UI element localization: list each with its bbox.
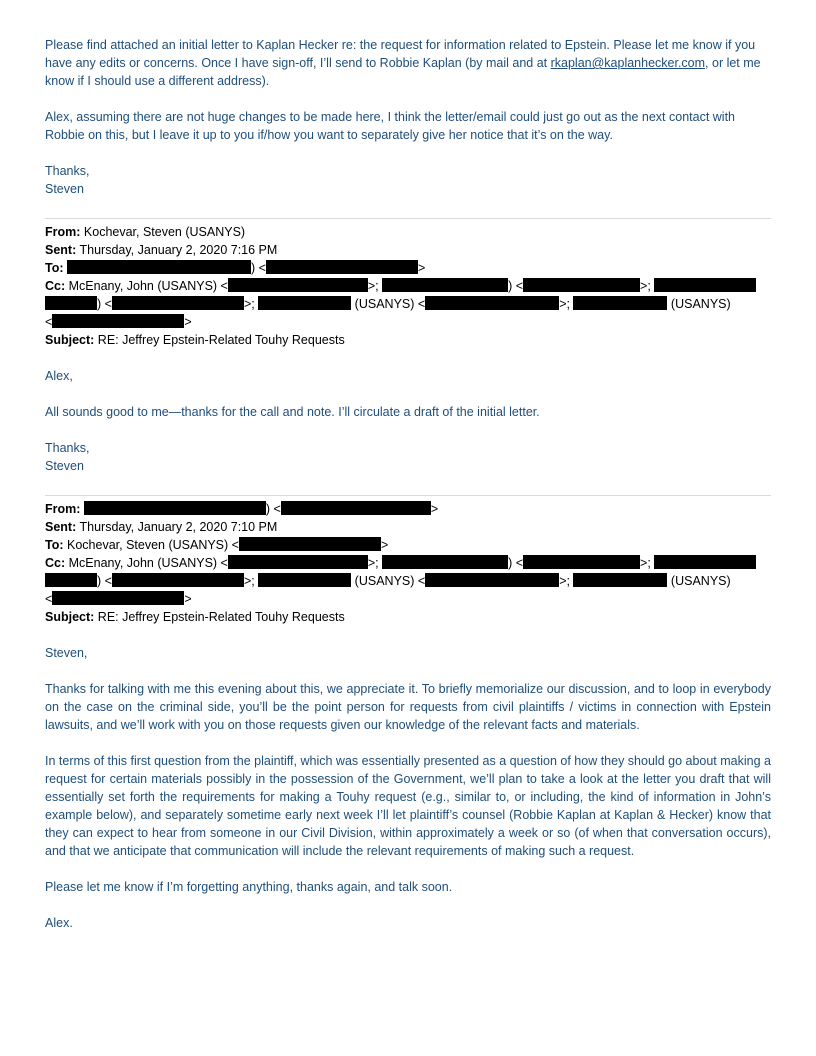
redaction: [523, 278, 640, 292]
email2-header: [45, 500, 771, 626]
redaction: [52, 314, 184, 328]
sent-value: Thursday, January 2, 2020 7:10 PM: [79, 520, 278, 534]
email2-paragraph-3: Please let me know if I’m forgetting anything, thanks again, and talk soon.: [45, 880, 453, 894]
top-closing: Thanks,: [45, 164, 90, 178]
email1-to: To: ) < >: [45, 261, 426, 275]
email1-sent: [45, 241, 771, 259]
redaction: [573, 296, 667, 310]
top-paragraph-1-text: Please find attached an initial letter to Kaplan Hecker re: the request for information related to Epstein. Please let me know if you have any edits or concerns. Once I have sign-off, I’ll send to Robbie Kaplan (by mail and at: [45, 38, 756, 70]
email-link[interactable]: rkaplan@kaplanhecker.com: [550, 56, 706, 70]
top-signature: Steven: [45, 182, 84, 196]
email2-signature: Alex.: [45, 916, 73, 930]
redaction: [382, 278, 508, 292]
redaction: [45, 296, 97, 310]
subject-value: RE: Jeffrey Epstein-Related Touhy Requests: [97, 610, 345, 624]
email1-cc-cont2: < >: [45, 315, 192, 329]
separator-1: [45, 218, 771, 219]
redaction: [266, 260, 418, 274]
email1-subject: [45, 331, 771, 349]
redaction: [654, 278, 756, 292]
email2-sent: [45, 518, 771, 536]
from-value: Kochevar, Steven (USANYS): [83, 225, 246, 239]
redaction: [45, 573, 97, 587]
email2-from: From: ) < >: [45, 502, 439, 516]
cc-label: Cc:: [45, 556, 66, 570]
redaction: [425, 573, 559, 587]
redaction: [425, 296, 559, 310]
redaction: [523, 555, 640, 569]
redaction: [654, 555, 756, 569]
subject-label: Subject:: [45, 610, 95, 624]
redaction: [228, 555, 368, 569]
redaction: [281, 501, 431, 515]
top-paragraph-1: [45, 36, 771, 90]
redaction: [258, 296, 351, 310]
email2-to: To: Kochevar, Steven (USANYS) < >: [45, 538, 389, 552]
redaction: [239, 537, 381, 551]
email2-greeting: Steven,: [45, 646, 88, 660]
email2-paragraph-1: Thanks for talking with me this evening about this, we appreciate it. To briefly memorialize our discussion, and to loop in everybody on the case on the criminal side, you’ll be the point person for requests from civil plaintiffs / victims in connection with Epstein lawsuits, and we’ll work with you on those requests given our knowledge of the relevant facts and materials.: [45, 682, 771, 732]
sent-value: Thursday, January 2, 2020 7:16 PM: [79, 243, 278, 257]
email1-header: [45, 223, 771, 349]
redaction: [112, 296, 244, 310]
from-label: From:: [45, 225, 81, 239]
redaction: [112, 573, 244, 587]
redaction: [573, 573, 667, 587]
redaction: [258, 573, 351, 587]
email2-paragraph-2: In terms of this first question from the plaintiff, which was essentially presented as a question of how they should go about making a request for certain materials possibly in the possession of the Government, we’ll plan to take a look at the letter you draft that will essentially set forth the requirements for making a Touhy request (e.g., similar to, or including, the kind of information in John’s example below), and separately sometime early next week I’ll let plaintiff’s counsel (Robbie Kaplan at Kaplan & Hecker) know that they can expect to hear from someone in our Civil Division, within approximately a week or so (of when that conversation occurs), and that we anticipate that communication will include the relevant requirements of making such a request.: [45, 754, 771, 858]
email1-cc: Cc: McEnany, John (USANYS) < >; ) < >;: [45, 277, 771, 295]
top-paragraph-1-text-end: , or let me know if I should use a different address).: [45, 56, 761, 88]
redaction: [52, 591, 184, 605]
redaction: [67, 260, 251, 274]
redaction: [84, 501, 266, 515]
redaction: [228, 278, 368, 292]
email1-from: [45, 223, 771, 241]
subject-label: Subject:: [45, 333, 95, 347]
email2-cc: Cc: McEnany, John (USANYS) < >; ) < >;: [45, 554, 771, 572]
email2-subject: [45, 608, 771, 626]
to-label: To:: [45, 538, 64, 552]
email1-body-text: All sounds good to me—thanks for the call and note. I’ll circulate a draft of the initial letter.: [45, 405, 540, 419]
separator-2: [45, 495, 771, 496]
cc-label: Cc:: [45, 279, 66, 293]
top-paragraph-2: Alex, assuming there are not huge changes to be made here, I think the letter/email could just go out as the next contact with Robbie on this, but I leave it up to you if/how you want to separately give her notice that it’s on the way.: [45, 110, 735, 142]
sent-label: Sent:: [45, 520, 77, 534]
top-message: [45, 36, 771, 198]
email2-cc-cont: ) < >; (USANYS) < >; (USANYS): [45, 572, 771, 590]
email1-closing: Thanks,: [45, 441, 90, 455]
subject-value: RE: Jeffrey Epstein-Related Touhy Requests: [97, 333, 345, 347]
email2-cc-cont2: < >: [45, 592, 192, 606]
sent-label: Sent:: [45, 243, 77, 257]
redaction: [382, 555, 508, 569]
email-document: [45, 36, 771, 932]
email1-greeting: Alex,: [45, 369, 73, 383]
email1-signature: Steven: [45, 459, 84, 473]
from-label: From:: [45, 502, 81, 516]
email1-body: [45, 367, 771, 475]
email2-body: [45, 644, 771, 932]
to-label: To:: [45, 261, 64, 275]
email1-cc-cont: ) < >; (USANYS) < >; (USANYS): [45, 295, 771, 313]
